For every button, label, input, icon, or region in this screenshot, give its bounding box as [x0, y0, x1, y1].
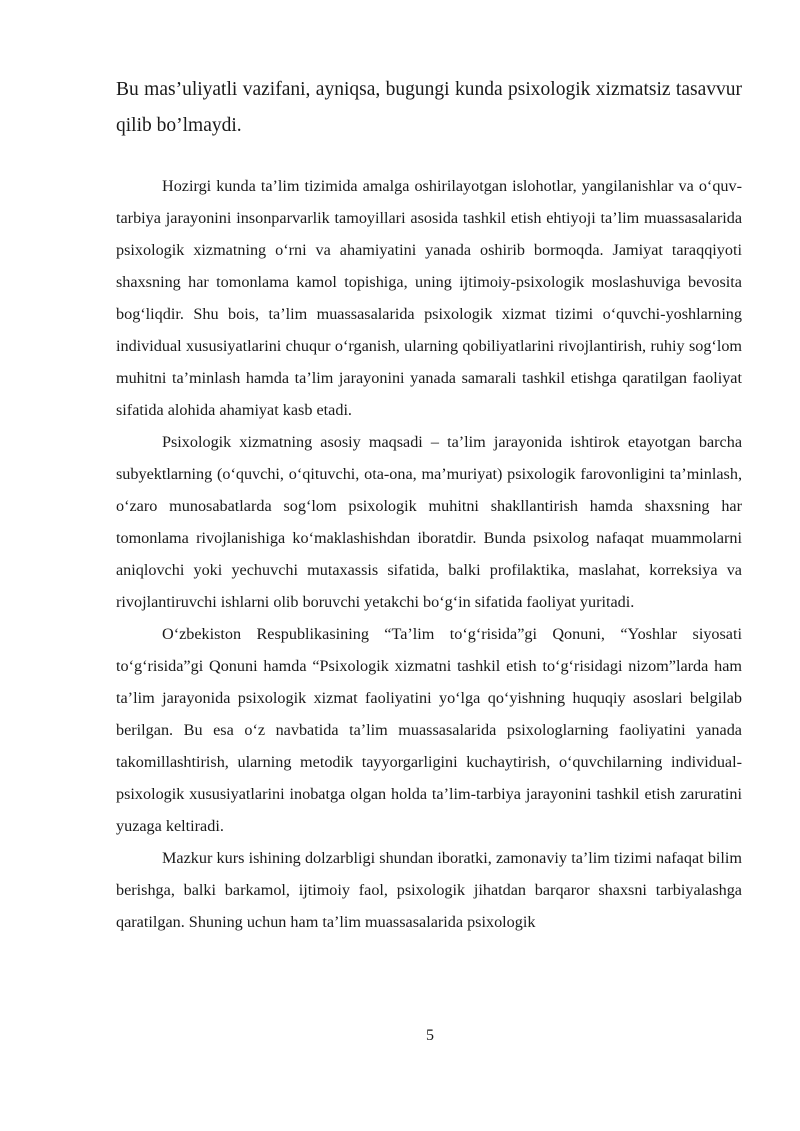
intro-sentence: Bu mas’uliyatli vazifani, ayniqsa, bugungi kunda psixologik xizmatsiz tasavvur qilib bo’lmaydi.: [116, 79, 742, 136]
paragraph-3: O‘zbekiston Respublikasining “Ta’lim to‘g‘risida”gi Qonuni, “Yoshlar siyosati to‘g‘risida”gi Qonuni hamda “Psixologik xizmatni tashkil etish to‘g‘risidagi nizom”larda ham ta’lim jarayonida psixologik xizmat faoliyatini yo‘lga qo‘yishning huquqiy asoslari belgilab berilgan. Bu esa o‘z navbatida ta’lim muassasalarida psixologlarning faoliyatini yanada takomillashtirish, ularning metodik tayyorgarligini kuchaytirish, o‘quvchilarning individual-psixologik xususiyatlarini inobatga olgan holda ta’lim-tarbiya jarayonini tashkil etish zaruratini yuzaga keltiradi.: [116, 625, 742, 835]
paragraph-1: Hozirgi kunda ta’lim tizimida amalga oshirilayotgan islohotlar, yangilanishlar va o‘quv-tarbiya jarayonini insonparvarlik tamoyillari asosida tashkil etish ehtiyoji ta’lim muassasalarida psixologik xizmatning o‘rni va ahamiyatini yanada oshirib bormoqda. Jamiyat taraqqiyoti shaxsning har tomonlama kamol topishiga, uning ijtimoiy-psixologik moslashuviga bevosita bog‘liqdir. Shu bois, ta’lim muassasalarida psixologik xizmat tizimi o‘quvchi-yoshlarning individual xususiyatlarini chuqur o‘rganish, ularning qobiliyatlarini rivojlantirish, ruhiy sog‘lom muhitni ta’minlash hamda ta’lim jarayonini yanada samarali tashkil etishga qaratilgan faoliyat sifatida alohida ahamiyat kasb etadi.: [116, 177, 742, 419]
page-number: 5: [426, 1027, 434, 1044]
document-page: [116, 72, 742, 938]
paragraph-4: Mazkur kurs ishining dolzarbligi shundan iboratki, zamonaviy ta’lim tizimi nafaqat bilim berishga, balki barkamol, ijtimoiy faol, psixologik jihatdan barqaror shaxsni tarbiyalashga qaratilgan. Shuning uchun ham ta’lim muassasalarida psixologik: [116, 849, 742, 931]
paragraph-2: Psixologik xizmatning asosiy maqsadi – ta’lim jarayonida ishtirok etayotgan barcha subyektlarning (o‘quvchi, o‘qituvchi, ota-ona, ma’muriyat) psixologik farovonligini ta’minlash, o‘zaro munosabatlarda sog‘lom psixologik muhitni shakllantirish hamda shaxsning har tomonlama rivojlanishiga ko‘maklashishdan iboratdir. Bunda psixolog nafaqat muammolarni aniqlovchi yoki yechuvchi mutaxassis sifatida, balki profilaktika, maslahat, korreksiya va rivojlantiruvchi ishlarni olib boruvchi yetakchi bo‘g‘in sifatida faoliyat yuritadi.: [116, 433, 742, 611]
